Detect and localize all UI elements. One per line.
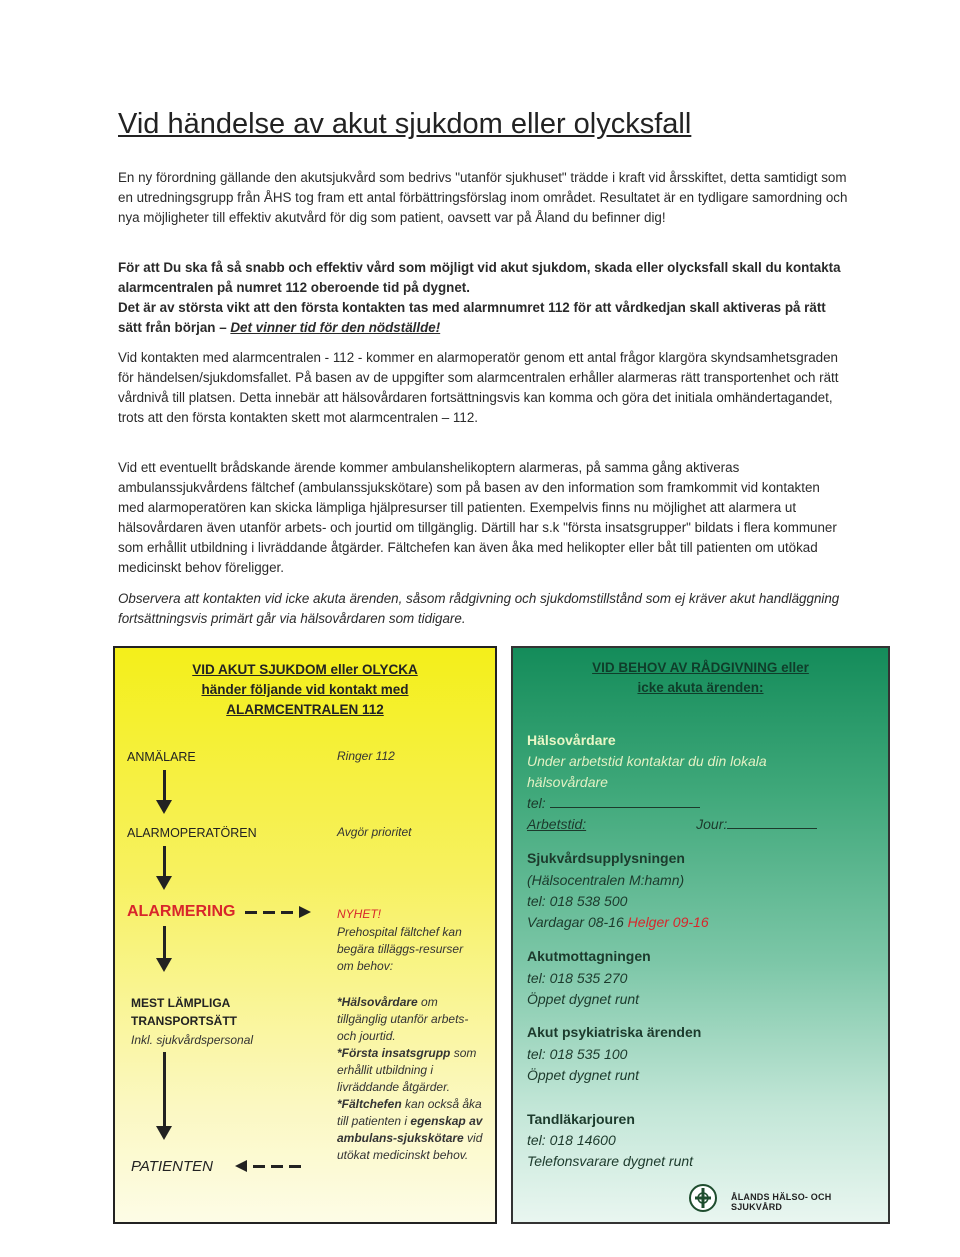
res-halso-bold: *Hälsovårdare <box>337 995 418 1009</box>
akutmottagning-tel: tel: 018 535 270 <box>527 970 628 986</box>
dash-left-3 <box>289 1165 301 1168</box>
importance-text: Det är av största vikt att den första kontakten tas med alarmnumret 112 för att vårdkedjan skall aktiveras på rätt sätt från början – <box>118 300 826 335</box>
halsovardare-tel <box>527 793 877 814</box>
helicopter-paragraph: Vid ett eventuellt brådskande ärende kommer ambulanshelikoptern alarmeras, på samma gång aktiveras ambulanssjukvårdens fältchef (ambulanssjukskötare) som på basen av den information som framkommit vid kontakten med alarmoperatören kan skicka lämpliga hjälpresurser till patienten. Exempelvis finns nu möjlighet att alarmera ut hälsovårdaren även utanför arbets- och jourtid om tillgänglig. Därtill har s.k "första insatsgrupper" bildats i flera kommuner som erhållit utbildning i livräddande åtgärder. Fältchefen kan även åka med helikopter eller båt till patienten om utökad medicinskt behov föreligger. <box>118 460 837 575</box>
green-heading-2: icke akuta ärenden: <box>637 680 764 695</box>
advice-box <box>511 646 890 1224</box>
step-alarmering: ALARMERING <box>127 903 236 920</box>
importance-slogan: Det vinner tid för den nödställde! <box>230 320 441 335</box>
tandlakare-hours: Telefonsvarare dygnet runt <box>527 1153 694 1169</box>
step-mest: MEST LÄMPLIGA <box>131 996 231 1010</box>
step-transport: TRANSPORTSÄTT <box>131 1014 237 1028</box>
step-inkl: Inkl. sjukvårdspersonal <box>131 1033 254 1047</box>
logo-emblem-icon <box>685 1183 725 1213</box>
res-faltchef-text: kan också åka till patienten i <box>337 1097 482 1128</box>
emergency-instruction: För att Du ska få så snabb och effektiv vård som möjligt vid akut sjukdom, skada eller olycksfall skall du kontakta alarmcentralen på numret 112 oberoende tid på dygnet. <box>118 260 841 295</box>
step-avgor: Avgör prioritet <box>337 825 412 839</box>
dash-left-1 <box>253 1165 265 1168</box>
yellow-heading-3: ALARMCENTRALEN 112 <box>226 702 384 717</box>
step-patienten: PATIENTEN <box>131 1158 213 1175</box>
sjukvardsupplysning-tel: tel: 018 538 500 <box>527 893 628 909</box>
arrow-down-1 <box>163 770 166 802</box>
page-title: Vid händelse av akut sjukdom eller olycksfall <box>118 108 692 140</box>
akutmottagning-hours: Öppet dygnet runt <box>527 991 640 1007</box>
arrow-down-4 <box>163 1052 166 1128</box>
sjukvardsupplysning-place: (Hälsocentralen M:hamn) <box>527 872 685 888</box>
arrow-down-2 <box>163 846 166 878</box>
yellow-heading-1: VID AKUT SJUKDOM eller OLYCKA <box>192 662 418 677</box>
holiday-hours: Helger 09-16 <box>627 914 709 930</box>
arrow-head-3 <box>156 958 172 972</box>
res-faltchef-bold2: egenskap av ambulans-sjukskötare <box>337 1114 483 1145</box>
psykiatri-tel: tel: 018 535 100 <box>527 1046 628 1062</box>
step-anmalare: ANMÄLARE <box>127 750 196 764</box>
res-forsta-bold: *Första insatsgrupp <box>337 1046 451 1060</box>
weekday-hours: Vardagar 08-16 <box>527 914 624 930</box>
arrow-left-icon <box>235 1160 247 1172</box>
intro-paragraph: En ny förordning gällande den akutsjukvård som bedrivs "utanför sjukhuset" trädde i kraft vid årsskiftet, detta samtidigt som en utredningsgrupp från ÅHS tog fram ett antal förbättringsförslag inom området. Resultatet är en tydligare samordning och nya möjligheter till effektiv akutvård för dig som patient, oavsett var på Åland du befinner dig! <box>118 170 848 225</box>
tel-label: tel: <box>527 795 546 811</box>
sjukvardsupplysning-heading: Sjukvårdsupplysningen <box>527 850 685 866</box>
psykiatri-heading: Akut psykiatriska ärenden <box>527 1024 702 1040</box>
halsovardare-text: Under arbetstid kontaktar du din lokala hälsovårdare <box>527 753 767 790</box>
arrow-head-2 <box>156 876 172 890</box>
psykiatri-hours: Öppet dygnet runt <box>527 1067 640 1083</box>
importance-paragraph <box>118 298 848 338</box>
logo-text: ÅLANDS HÄLSO- OCH SJUKVÅRD <box>731 1192 832 1212</box>
jour-label: Jour: <box>696 816 728 832</box>
yellow-heading-2: händer följande vid kontakt med <box>201 682 409 697</box>
alarm-center-paragraph: Vid kontakten med alarmcentralen - 112 - kommer en alarmoperatör genom ett antal frågor klargöra skyndsamhetsgraden för händelsen/sjukdomsfallet. På basen av de uppgifter som alarmcentralen erhåller alarmeras rätt transportenhet och rätt vårdnivå till platsen. Detta innebär att hälsovårdaren fortsättningsvis kan komma och göra det initiala omhändertagandet, trots att den första kontakten skett mot alarmcentralen – 112. <box>118 350 839 425</box>
prehospital-text: Prehospital fältchef kan begära tilläggs-resurser om behov: <box>337 925 464 973</box>
res-forsta-text: som erhållit utbildning i livräddande åtgärder. <box>337 1046 477 1094</box>
resource-list <box>337 994 487 1164</box>
step-ringer: Ringer 112 <box>337 749 395 763</box>
arbetstid-label: Arbetstid: <box>527 816 587 832</box>
res-halso-text: om tillgänglig utanför arbets- och jourtid. <box>337 995 469 1043</box>
arrow-right-icon <box>299 906 311 918</box>
halsovardare-heading: Hälsovårdare <box>527 732 616 748</box>
dash-left-2 <box>271 1165 283 1168</box>
arrow-head-4 <box>156 1126 172 1140</box>
halsovardare-hours <box>527 814 877 835</box>
ahs-logo <box>685 1183 875 1213</box>
arrow-head-1 <box>156 800 172 814</box>
green-heading-1: VID BEHOV AV RÅDGIVNING eller <box>592 660 809 675</box>
note-paragraph: Observera att kontakten vid icke akuta ärenden, såsom rådgivning och sjukdomstillstånd som ej kräver akut handläggning fortsättningsvis primärt går via hälsovårdaren som tidigare. <box>118 591 840 626</box>
res-faltchef-text2: vid utökat medicinskt behov. <box>337 1131 483 1162</box>
tandlakare-heading: Tandläkarjouren <box>527 1111 635 1127</box>
step-operator: ALARMOPERATÖREN <box>127 826 257 840</box>
emergency-flow-box <box>113 646 497 1224</box>
res-faltchef-bold: *Fältchefen <box>337 1097 402 1111</box>
dash-right-1 <box>245 911 257 914</box>
dash-right-3 <box>281 911 293 914</box>
sjukvardsupplysning-hours <box>527 912 877 933</box>
arrow-down-3 <box>163 926 166 960</box>
akutmottagning-heading: Akutmottagningen <box>527 948 651 964</box>
dash-right-2 <box>263 911 275 914</box>
tandlakare-tel: tel: 018 14600 <box>527 1132 616 1148</box>
nyhet-label: NYHET! <box>337 907 382 921</box>
